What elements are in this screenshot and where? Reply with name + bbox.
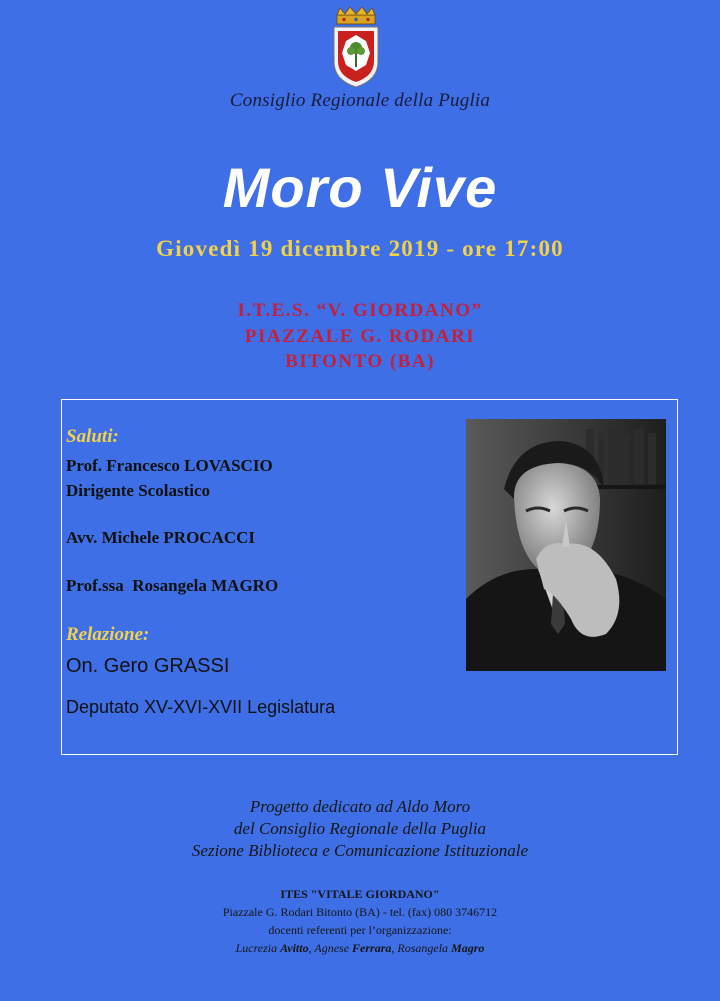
separator: , — [391, 941, 398, 955]
referente-first: Agnese — [314, 941, 353, 955]
relazione-label: Relazione: — [66, 624, 150, 645]
referente-last: Avitto — [280, 941, 309, 955]
organization-name: Consiglio Regionale della Puglia — [229, 90, 491, 111]
event-title: Moro Vive — [222, 156, 498, 219]
event-date: Giovedì 19 dicembre 2019 - ore 17:00 — [156, 236, 564, 261]
crown-icon — [337, 7, 375, 24]
venue-city: BITONTO (BA) — [285, 351, 435, 372]
separator: , — [308, 941, 315, 955]
footer-address: Piazzale G. Rodari Bitonto (BA) - tel. (fax) 080 3746712 — [222, 905, 498, 919]
referente-first: Rosangela — [397, 941, 452, 955]
project-line-1: Progetto dedicato ad Aldo Moro — [249, 797, 471, 816]
relatore-role: Deputato XV-XVI-XVII Legislatura — [66, 697, 336, 717]
venue-school: I.T.E.S. “V. GIORDANO” — [237, 300, 483, 321]
regione-puglia-emblem — [330, 6, 382, 90]
footer-referenti-label: docenti referenti per l’organizzazione: — [268, 923, 452, 937]
referente-last: Ferrara — [352, 941, 392, 955]
venue-address: PIAZZALE G. RODARI — [244, 326, 476, 347]
project-line-2: del Consiglio Regionale della Puglia — [233, 819, 487, 838]
footer-school-name: ITES "VITALE GIORDANO" — [280, 887, 440, 901]
referente-last: Magro — [451, 941, 485, 955]
footer-referenti-names — [0, 941, 720, 956]
speaker-name: Prof.ssa Rosangela MAGRO — [66, 576, 279, 595]
saluti-label: Saluti: — [66, 426, 119, 447]
speaker-name: Avv. Michele PROCACCI — [66, 528, 256, 547]
portrait-photo — [466, 419, 666, 671]
project-line-3: Sezione Biblioteca e Comunicazione Istituzionale — [191, 841, 529, 860]
relatore-name: On. Gero GRASSI — [66, 655, 230, 677]
referente-first: Lucrezia — [235, 941, 281, 955]
speaker-name: Prof. Francesco LOVASCIO — [66, 456, 273, 475]
speaker-role: Dirigente Scolastico — [66, 481, 210, 500]
shield-icon — [334, 27, 378, 87]
